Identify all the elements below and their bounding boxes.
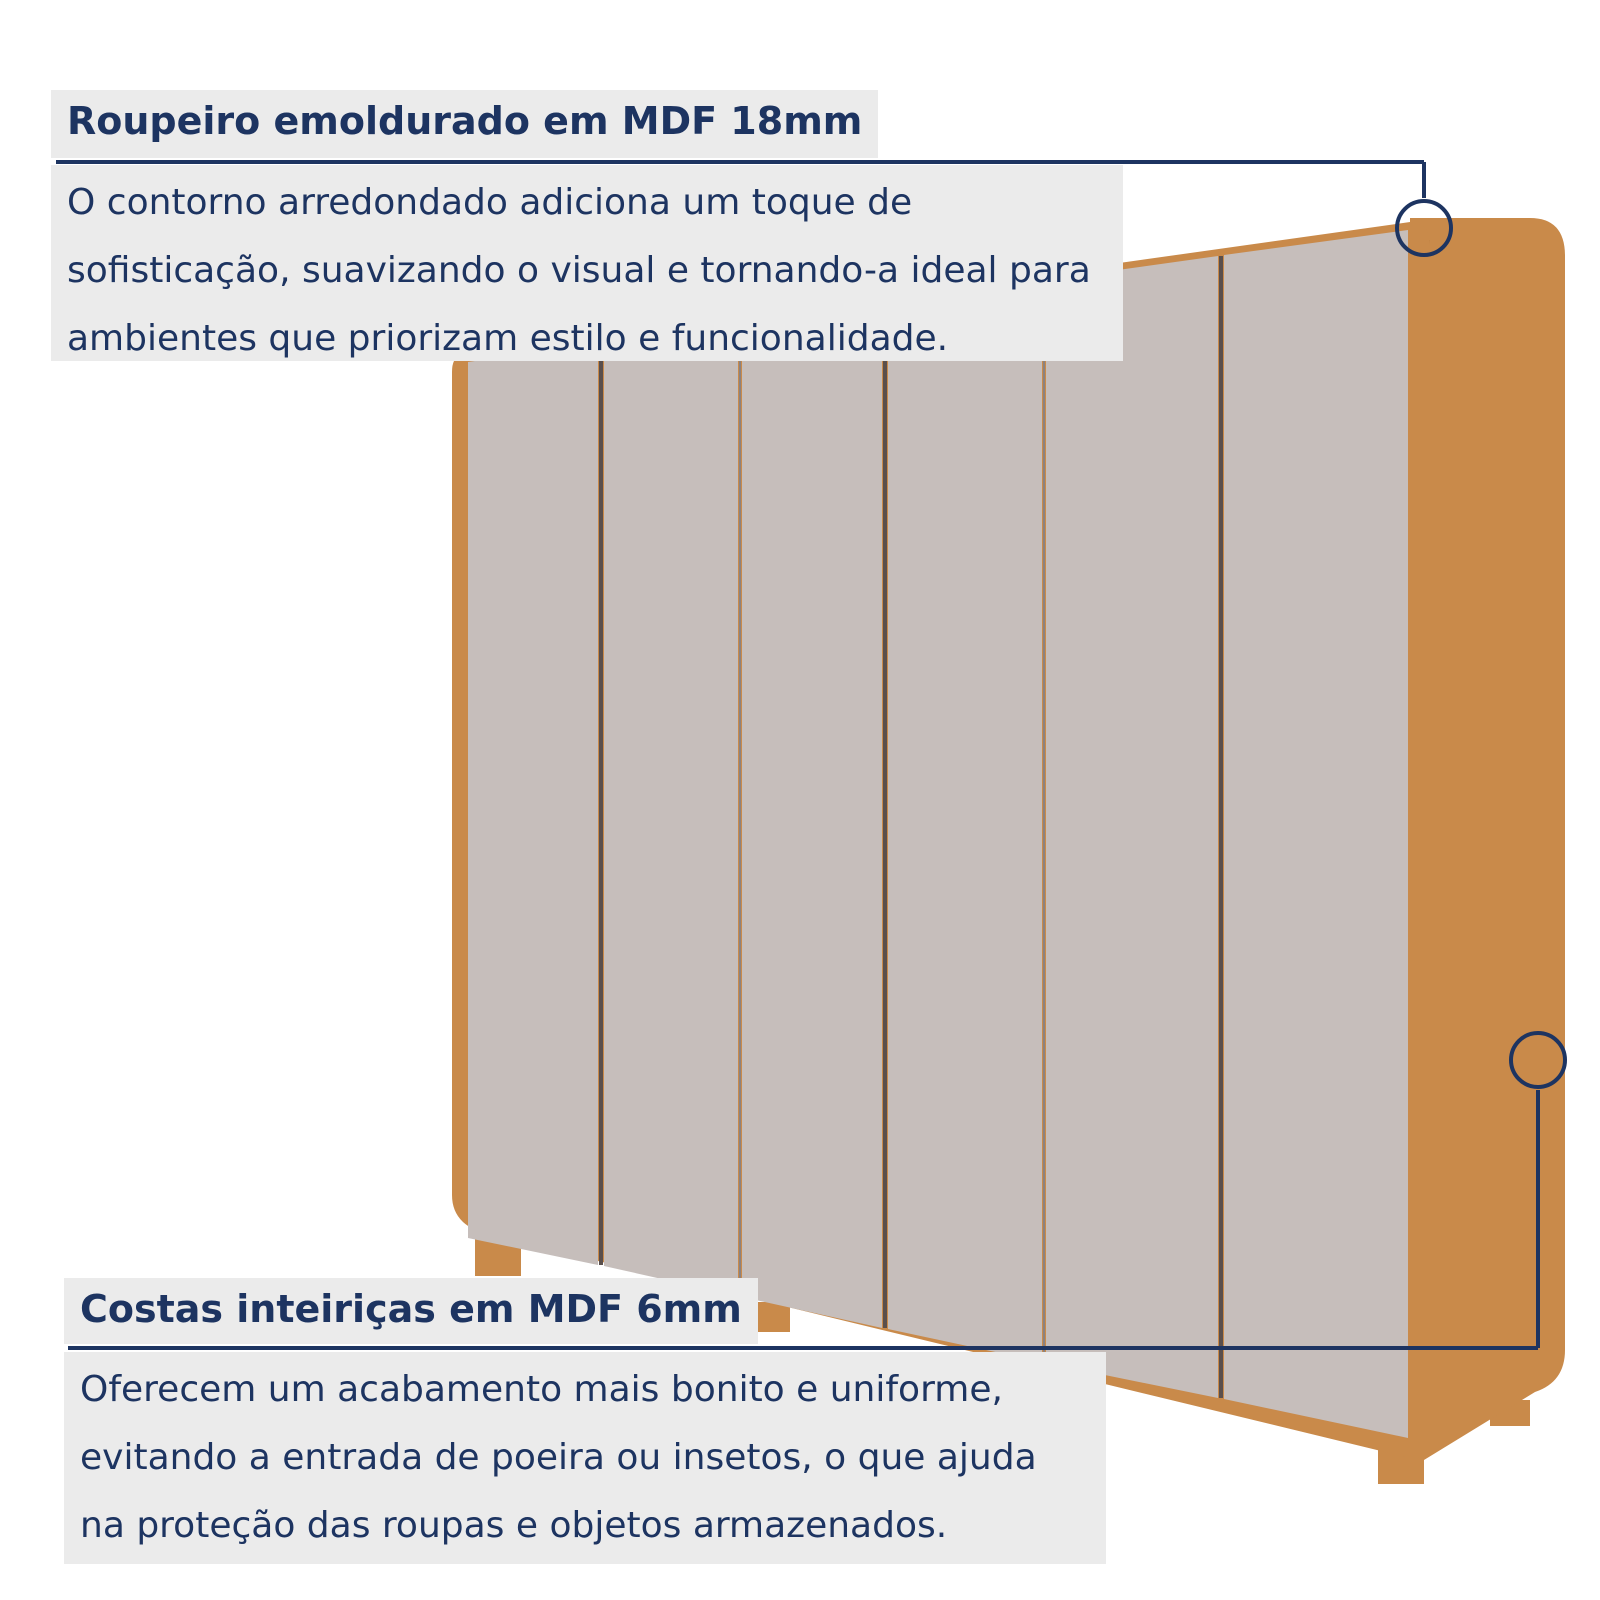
door-panel	[742, 303, 882, 1328]
door-panel	[1224, 230, 1408, 1438]
callout-2-body: Oferecem um acabamento mais bonito e uniforme, evitando a entrada de poeira ou insetos, o que ajuda na proteção das roupas e objetos armazenados.	[64, 1352, 1106, 1564]
door-panel	[604, 324, 738, 1296]
callout-1-title: Roupeiro emoldurado em MDF 18mm	[51, 90, 878, 158]
callout-2-title: Costas inteiriças em MDF 6mm	[64, 1278, 758, 1344]
callout-1-body: O contorno arredondado adiciona um toque de sofisticação, suavizando o visual e tornando-a ideal para ambientes que priorizam estilo e funcionalidade.	[51, 165, 1123, 361]
door-panel	[468, 343, 598, 1265]
door-panels	[468, 230, 1408, 1438]
side-panel	[1410, 218, 1565, 1460]
door-panel	[888, 281, 1042, 1362]
door-panel	[1046, 256, 1218, 1398]
